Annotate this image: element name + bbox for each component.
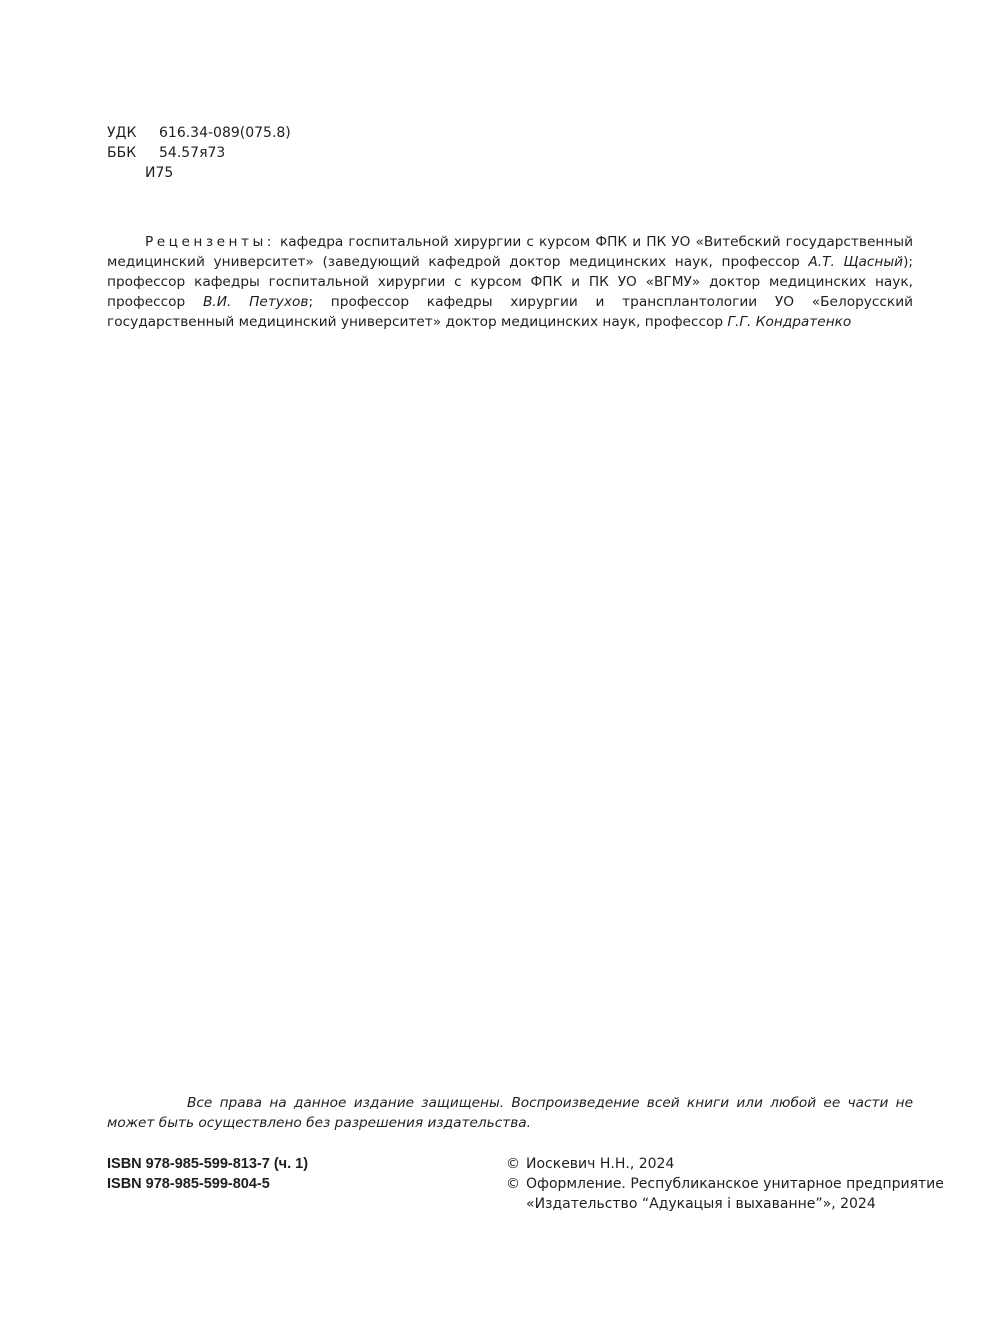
copyright-author-text: Иоскевич Н.Н., 2024	[526, 1156, 675, 1172]
copyright-design-cont	[506, 1194, 944, 1214]
isbn-set: ISBN 978-985-599-804-5	[107, 1176, 270, 1192]
bbk-value: 54.57я73	[159, 145, 226, 161]
copyright-design	[506, 1174, 944, 1194]
reviewer-name-3: Г.Г. Кондратенко	[727, 314, 852, 330]
isbn-part-1: ISBN 978-985-599-813-7 (ч. 1)	[107, 1156, 309, 1172]
copyright-author	[506, 1154, 944, 1174]
copyright-symbol: ©	[506, 1156, 520, 1172]
bbk-line	[107, 143, 291, 163]
reviewers-label: Рецензенты:	[145, 234, 275, 250]
reviewers-paragraph	[107, 232, 913, 332]
udk-label: УДК	[107, 125, 137, 141]
rights-notice: Все права на данное издание защищены. Воспроизведение всей книги или любой ее части не может быть осуществлено без разрешения издательства.	[107, 1095, 913, 1131]
udk-value: 616.34-089(075.8)	[159, 125, 291, 141]
reviewer-name-2: В.И. Петухов	[203, 294, 309, 310]
udk-line	[107, 123, 291, 143]
copyright-design-text-2: «Издательство “Адукацыя і выхаванне”», 2024	[526, 1196, 876, 1212]
author-mark: И75	[145, 165, 174, 181]
isbn-block	[107, 1154, 308, 1194]
reviewer-name-1: А.Т. Щасный	[808, 254, 904, 270]
reviewers-text-2: ); профессор кафедры госпитальной хирургии с курсом ФПК и ПК УО «ВГМУ» доктор медицинских наук, профессор	[107, 254, 914, 310]
copyright-block	[506, 1154, 944, 1214]
copyright-symbol: ©	[506, 1176, 520, 1192]
classification-codes	[107, 123, 291, 183]
bbk-label: ББК	[107, 145, 137, 161]
reviewers-text-1: кафедра госпитальной хирургии с курсом ФПК и ПК УО «Витебский государственный медицинский университет» (заведующий кафедрой доктор медицинских наук, профессор	[107, 234, 913, 270]
copyright-design-text: Оформление. Республиканское унитарное предприятие	[526, 1176, 944, 1192]
reviewers-text-3: ; профессор кафедры хирургии и трансплантологии УО «Белорусский государственный медицинский университет» доктор медицинских наук, профессор	[107, 294, 913, 330]
